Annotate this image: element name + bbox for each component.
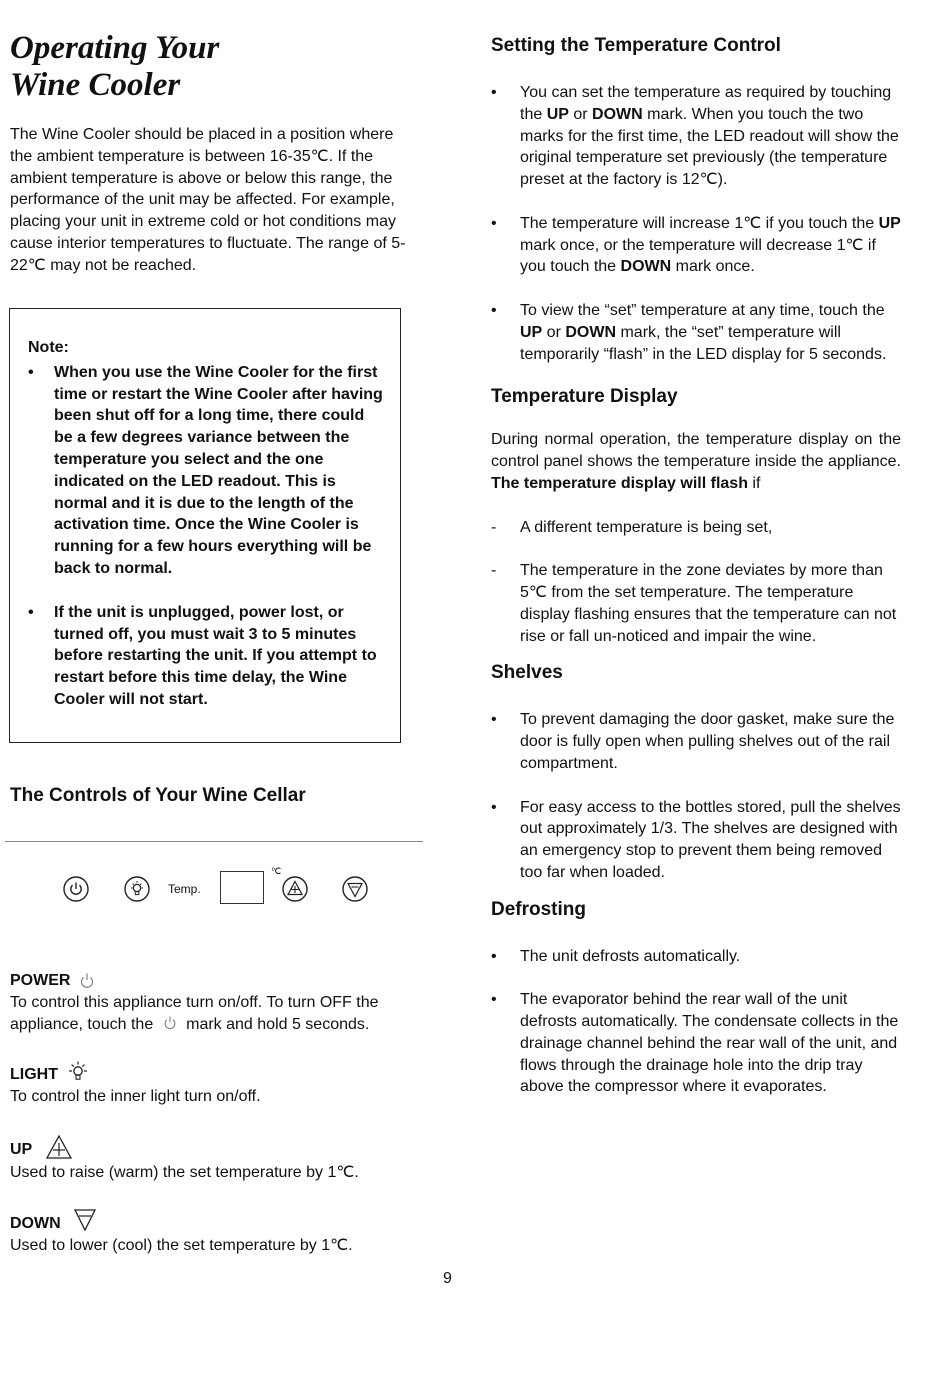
- list-item: • To view the “set” temperature at any time, touch the UP or DOWN mark, the “set” temperature will temporarily “flash” in the LED display for 5 seconds.: [491, 300, 901, 365]
- list-item: • You can set the temperature as required by touching the UP or DOWN mark. When you touch the two marks for the first time, the LED readout will show the original temperature set previously (the temperature preset at the factory is 12℃).: [491, 82, 901, 191]
- right-column: [491, 34, 901, 1098]
- up-section: [10, 1140, 420, 1184]
- page-title: [10, 30, 420, 104]
- up-text: Used to raise (warm) the set temperature by 1℃.: [10, 1164, 359, 1181]
- degree-unit: ℃: [271, 866, 282, 876]
- defrosting-list: [491, 946, 901, 1099]
- power-text-1: To control this appliance turn on/off. To turn OFF the appliance, touch the: [10, 994, 379, 1034]
- light-icon: [123, 875, 151, 903]
- divider-line: [5, 841, 423, 842]
- list-item: • The temperature will increase 1℃ if you touch the UP mark once, or the temperature will decrease 1℃ if you touch the DOWN mark once.: [491, 213, 901, 278]
- temp-label: Temp.: [168, 882, 201, 896]
- defrosting-heading: Defrosting: [491, 898, 586, 920]
- temp-control-list: [491, 82, 901, 365]
- light-text: To control the inner light turn on/off.: [10, 1088, 261, 1106]
- up-icon: [45, 1134, 73, 1160]
- list-item: - A different temperature is being set,: [491, 517, 901, 539]
- power-icon: [79, 972, 95, 990]
- down-icon: [341, 875, 369, 903]
- light-section: [10, 1066, 420, 1108]
- list-item: • The unit defrosts automatically.: [491, 946, 901, 968]
- down-section: [10, 1215, 420, 1257]
- control-panel-diagram: [0, 860, 430, 920]
- controls-heading: The Controls of Your Wine Cellar: [10, 785, 306, 806]
- down-label: DOWN: [10, 1215, 61, 1232]
- up-label: UP: [10, 1141, 33, 1158]
- list-item: - The temperature in the zone deviates by more than 5℃ from the set temperature. The temperature display flashing ensures that the temperature can not rise or fall un-noticed and impair the wine.: [491, 560, 901, 647]
- power-icon: [162, 1015, 178, 1031]
- power-icon: [62, 875, 90, 903]
- note-item: • If the unit is unplugged, power lost, or turned off, you must wait 3 to 5 minutes before restarting the unit. If you attempt to restart before this time delay, the Wine Cooler will not start.: [28, 602, 384, 711]
- light-label: LIGHT: [10, 1066, 58, 1083]
- temp-display-paragraph: During normal operation, the temperature display on the control panel shows the temperature inside the appliance. The temperature display will flash if: [491, 431, 901, 492]
- led-display: [220, 871, 264, 904]
- temp-display-list: [491, 517, 901, 648]
- power-text-2: mark and hold 5 seconds.: [186, 1016, 370, 1034]
- left-column: [10, 30, 420, 277]
- shelves-heading: Shelves: [491, 662, 563, 684]
- up-icon: [281, 875, 309, 903]
- power-section: [10, 972, 420, 1036]
- note-box: [9, 308, 401, 743]
- shelves-list: [491, 709, 901, 883]
- note-title: Note:: [28, 339, 69, 356]
- temp-display-heading: Temperature Display: [491, 386, 678, 408]
- intro-paragraph: The Wine Cooler should be placed in a position where the ambient temperature is between 16-35℃. If the ambient temperature is above or below this range, the performance of the unit may be affected. For example, placing your unit in extreme cold or hot conditions may cause interior temperatures to fluctuate. The range of 5-22℃ may not be reached.: [10, 126, 406, 274]
- list-item: • To prevent damaging the door gasket, make sure the door is fully open when pulling shelves out of the rail compartment.: [491, 709, 901, 774]
- note-list: [28, 362, 384, 711]
- list-item: • For easy access to the bottles stored, pull the shelves out approximately 1/3. The shelves are designed with an emergency stop to prevent them being removed too far when loaded.: [491, 797, 901, 884]
- power-label: POWER: [10, 972, 71, 989]
- page-number: 9: [443, 1270, 452, 1287]
- down-icon: [73, 1208, 97, 1232]
- note-item: • When you use the Wine Cooler for the first time or restart the Wine Cooler after having been shut off for a long time, there could be a few degrees variance between the temperature you select and the one indicated on the LED readout. This is normal and it is due to the length of the activation time. Once the Wine Cooler is running for a few hours everything will be back to normal.: [28, 362, 384, 580]
- down-text: Used to lower (cool) the set temperature by 1℃.: [10, 1237, 353, 1255]
- temp-control-heading: Setting the Temperature Control: [491, 35, 781, 56]
- light-icon: [66, 1059, 90, 1083]
- title-line-2: Wine Cooler: [10, 67, 181, 103]
- title-line-1: Operating Your: [10, 30, 220, 66]
- list-item: • The evaporator behind the rear wall of the unit defrosts automatically. The condensate collects in the drainage channel behind the rear wall of the unit, and flows through the drainage hole into the drip tray above the compressor where it evaporates.: [491, 989, 901, 1098]
